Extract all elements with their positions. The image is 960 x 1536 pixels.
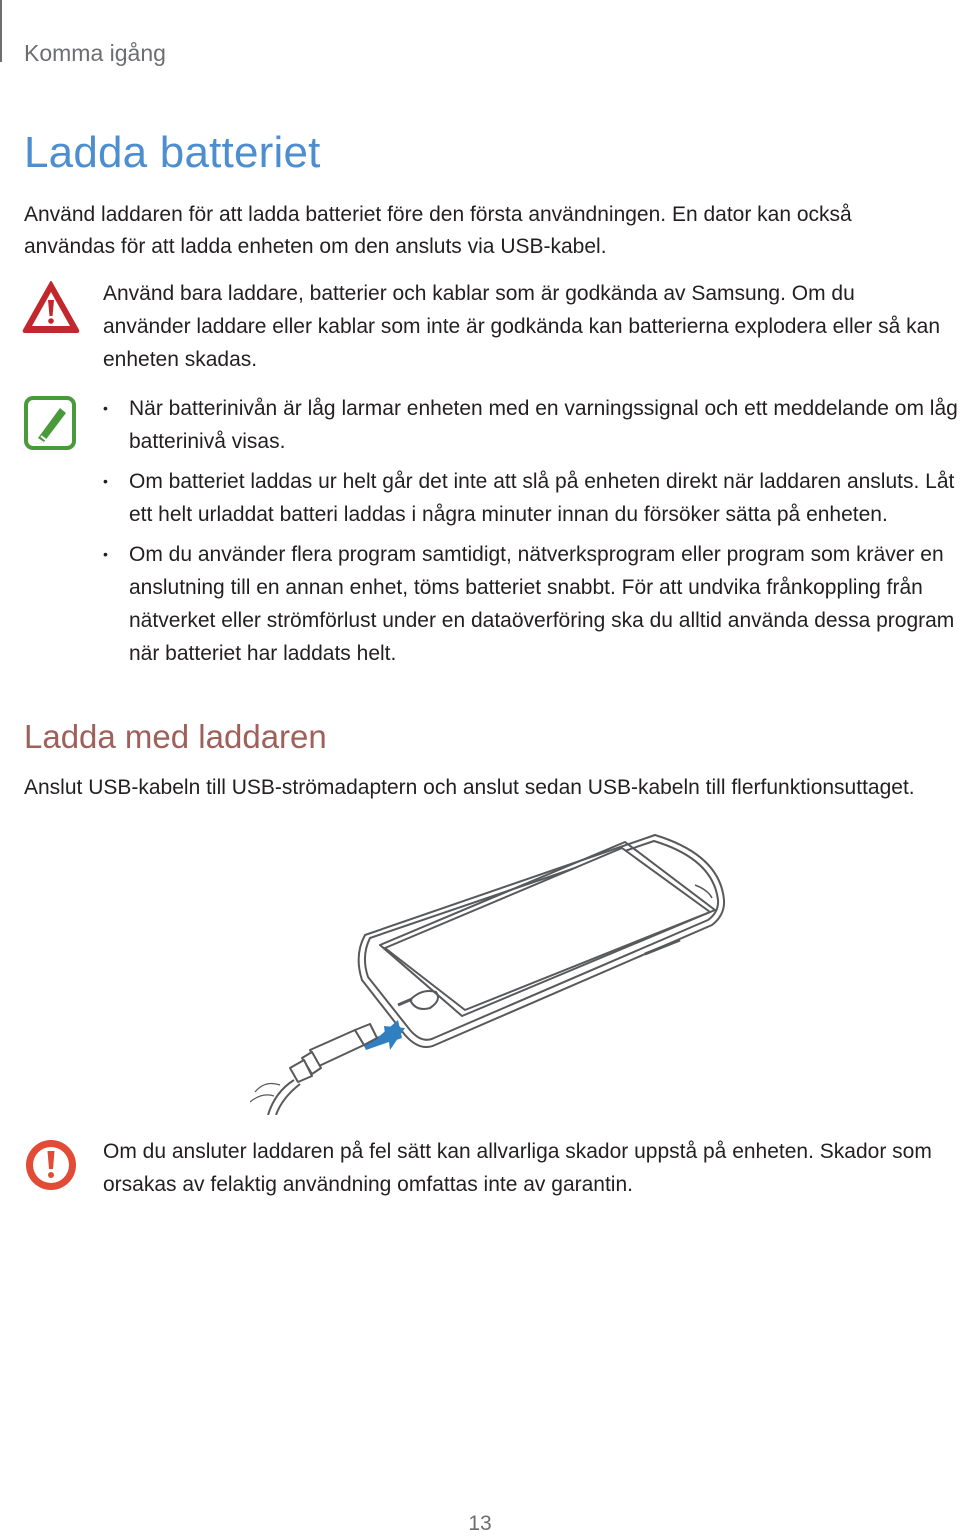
header-rule <box>0 0 2 62</box>
section-label: Komma igång <box>24 40 166 66</box>
page-title: Ladda batteriet <box>24 128 321 177</box>
list-item: • Om du använder flera program samtidigt, nätverksprogram eller program som kräver en anslutning till en annan enhet, töms batteriet snabbt. För att undvika frånkoppling från nätverket eller strömförlust under en dataöverföring ska du alltid använda dessa program när batteriet har laddats helt. <box>103 538 959 670</box>
note-pencil-icon <box>24 396 76 450</box>
list-item: • Om batteriet laddas ur helt går det inte att slå på enheten direkt när laddaren ansluts. Låt ett helt urladdat batteri laddas i några minuter innan du försöker sätta på enheten. <box>103 465 959 531</box>
note-list <box>103 392 959 677</box>
intro-paragraph: Använd laddaren för att ladda batteriet före den första användningen. En dator kan också användas för att ladda enheten om den ansluts via USB-kabel. <box>24 203 852 258</box>
charging-illustration <box>250 830 740 1115</box>
warning-triangle-icon <box>22 280 80 334</box>
section-heading: Ladda med laddaren <box>24 718 327 755</box>
page-number: 13 <box>468 1512 492 1535</box>
caution-circle-icon <box>24 1138 78 1192</box>
caution-text: Om du ansluter laddaren på fel sätt kan allvarliga skador uppstå på enheten. Skador som orsakas av felaktig användning omfattas inte av garantin. <box>103 1140 932 1196</box>
list-item: • När batterinivån är låg larmar enheten med en varningssignal och ett meddelande om låg batterinivå visas. <box>103 392 959 458</box>
instruction-paragraph: Anslut USB-kabeln till USB-strömadaptern och anslut sedan USB-kabeln till flerfunktionsuttaget. <box>24 776 915 799</box>
warning-text: Använd bara laddare, batterier och kablar som är godkända av Samsung. Om du använder laddare eller kablar som inte är godkända kan batterierna explodera eller så kan enheten skadas. <box>103 282 941 371</box>
